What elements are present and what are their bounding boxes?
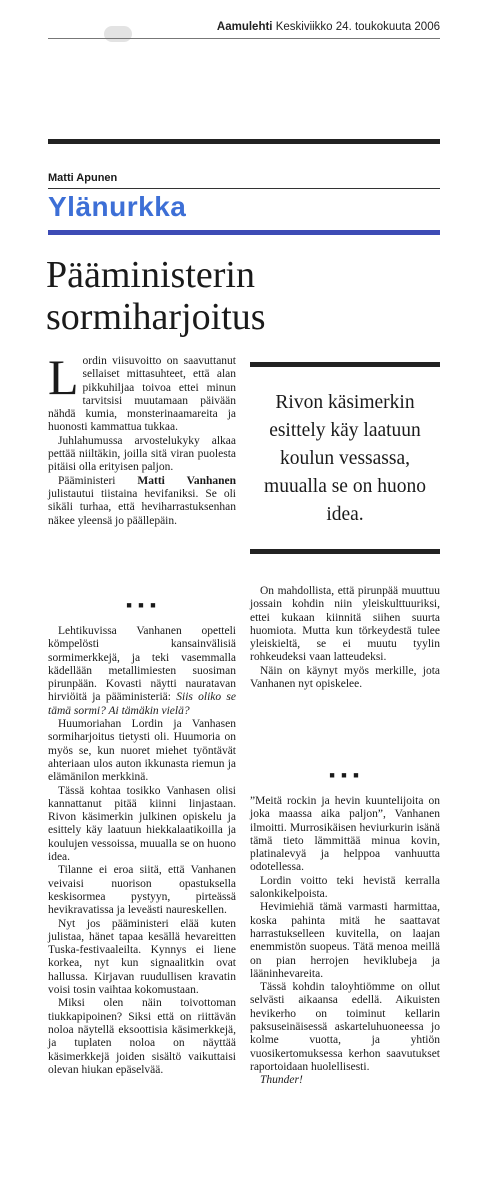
paragraph: On mahdollista, että pirunpää muuttuu jossain kohdin niin yleiskulttuuriksi, ettei kukaan kiinnitä siihen suurta huomiota. Mutta kun törkeydestä tulee yleiskieltä, se ei muutu tyylin rohkeudeksi vaan latteudeksi. bbox=[250, 585, 440, 664]
person-name: Matti Vanhanen bbox=[137, 474, 236, 487]
drop-cap: L bbox=[48, 349, 79, 405]
paragraph: ”Meitä rockin ja hevin kuuntelijoita on joka maassa aika paljon”, Vanhanen ilmoitti. Murrosikäisen heviurkurin isänä tämä tieto lämmittää minua kovin, platinalevyä ja helppoa vanhuutta odotellessa. bbox=[250, 795, 440, 874]
scan-smudge bbox=[104, 26, 132, 42]
article-headline: Pääministerin sormiharjoitus bbox=[46, 254, 266, 338]
pullquote-rule-bottom bbox=[250, 549, 440, 554]
paragraph-text: Pääministeri bbox=[58, 474, 138, 487]
column-title-underline bbox=[48, 230, 440, 235]
column-title: Ylänurkka bbox=[48, 191, 187, 222]
newspaper-name: Aamulehti bbox=[216, 21, 273, 33]
intro-paragraph bbox=[48, 349, 236, 435]
page-header bbox=[175, 21, 440, 33]
paragraph: Tässä kohdin taloyhtiömme on ollut selvästi aikaansa edellä. Aikuisten hevikerho on toiminut kellarin paksuseinäisessä askarteluhuoneessa jo kolme vuotta, ja yhtiön vuosikertomuksessa kerhon saavutukset raportoidaan huolellisesti. bbox=[250, 981, 440, 1073]
paragraph bbox=[48, 625, 236, 718]
paragraph: Tilanne ei eroa siitä, että Vanhanen veivaisi nuorison opastuksella keskisormea pystyyn, pirteässä hevikravatissa ja leveästi naureskellen. bbox=[48, 864, 236, 917]
paragraph: Nyt jos pääministeri elää kuten julistaa, hänet tapaa kesällä hevareitten Tuska-festivaaleilta. Kynnys ei liene korkea, nyt kun signaalitkin ovat hallussa. Kirjavan ruudullisen kravatin voisi tosin vaihtaa kokomustaan. bbox=[48, 917, 236, 997]
section-marker: ■ ■ ■ bbox=[126, 600, 158, 610]
italic-quote: Siis oliko se tämä sormi? Ai tämäkin vielä? bbox=[48, 691, 236, 717]
paragraph: Tässä kohtaa tosikko Vanhasen olisi kannattanut pitää kiinni linjastaan. Rivon käsimerkin julkinen opiskelu ja esittely käy laatuun hiekkalaatikoilla ja koulujen vessoissa, muualla se on huono idea. bbox=[48, 784, 236, 864]
article-column-left-bottom bbox=[48, 625, 236, 1077]
byline-divider bbox=[48, 188, 440, 189]
paragraph-text: julistautui tiistaina hevifaniksi. Se oli sikäli turhaa, että heviharrastuksenhan näkee yleensä jo päällepäin. bbox=[48, 487, 236, 527]
section-marker: ■ ■ ■ bbox=[329, 770, 361, 780]
paragraph: Hevimiehiä tämä varmasti harmittaa, koska pahinta mitä he saattavat harrastukselleen kuvitella, on laajan enemmistön suopeus. Tätä menoa meillä on pian herrojen heviklubeja ja lääninhevareita. bbox=[250, 901, 440, 980]
pull-quote: Rivon käsimerkin esittely käy laatuun koulun vessassa, muualla se on huono idea. bbox=[264, 392, 426, 525]
article-column-left-top bbox=[48, 349, 236, 528]
header-divider bbox=[48, 38, 440, 39]
section-divider bbox=[48, 139, 440, 144]
author-byline: Matti Apunen bbox=[48, 172, 118, 184]
signoff: Thunder! bbox=[260, 1074, 303, 1087]
intro-text: ordin viisuvoitto on saavuttanut sellaiset mittasuhteet, että alan pikkuhiljaa toivoa ettei minun tarvitsisi muutamaan päivään nähdä kumia, monsterinaamareita ja huonosti kammattua tukkaa. bbox=[48, 355, 236, 434]
publication-date: Keskiviikko 24. toukokuuta 2006 bbox=[275, 21, 440, 33]
article-column-right-bottom bbox=[250, 795, 440, 1088]
paragraph: Miksi olen näin toivottoman tiukkapipoinen? Siksi että on riittävän noloa näytellä eksoottisia käsimerkkejä, ja tuplaten noloa on näyttää käsimerkkejä joiden sisältö vaikuttaisi olevan hiukan epäselvää. bbox=[48, 997, 236, 1076]
paragraph: Juhlahumussa arvostelukyky alkaa pettää niiltäkin, joilla sitä viran puolesta pitäisi olla erityisen paljon. bbox=[48, 434, 236, 474]
paragraph: Näin on käynyt myös merkille, jota Vanhanen nyt opiskelee. bbox=[250, 664, 440, 691]
pullquote-rule-top bbox=[250, 362, 440, 367]
paragraph: Huumoriahan Lordin ja Vanhasen sormiharjoitus tietysti oli. Huumoria on myös se, kun nuoret miehet työntävät ahteriaan ulos auton ikkunasta riemun ja elämänilon merkkinä. bbox=[48, 718, 236, 784]
paragraph bbox=[48, 475, 236, 528]
article-column-right bbox=[250, 585, 440, 691]
paragraph-text: Lehtikuvissa Vanhanen opetteli kömpelösti kansainvälisiä sormimerkkejä, ja teki vasemmalla kädellään metallimiesten suosiman pirunpään. Kovasti näytti nauratavan hirviöitä ja pääministeriä: bbox=[48, 625, 236, 704]
paragraph: Lordin voitto teki hevistä kerralla salonkikelpoista. bbox=[250, 874, 440, 901]
